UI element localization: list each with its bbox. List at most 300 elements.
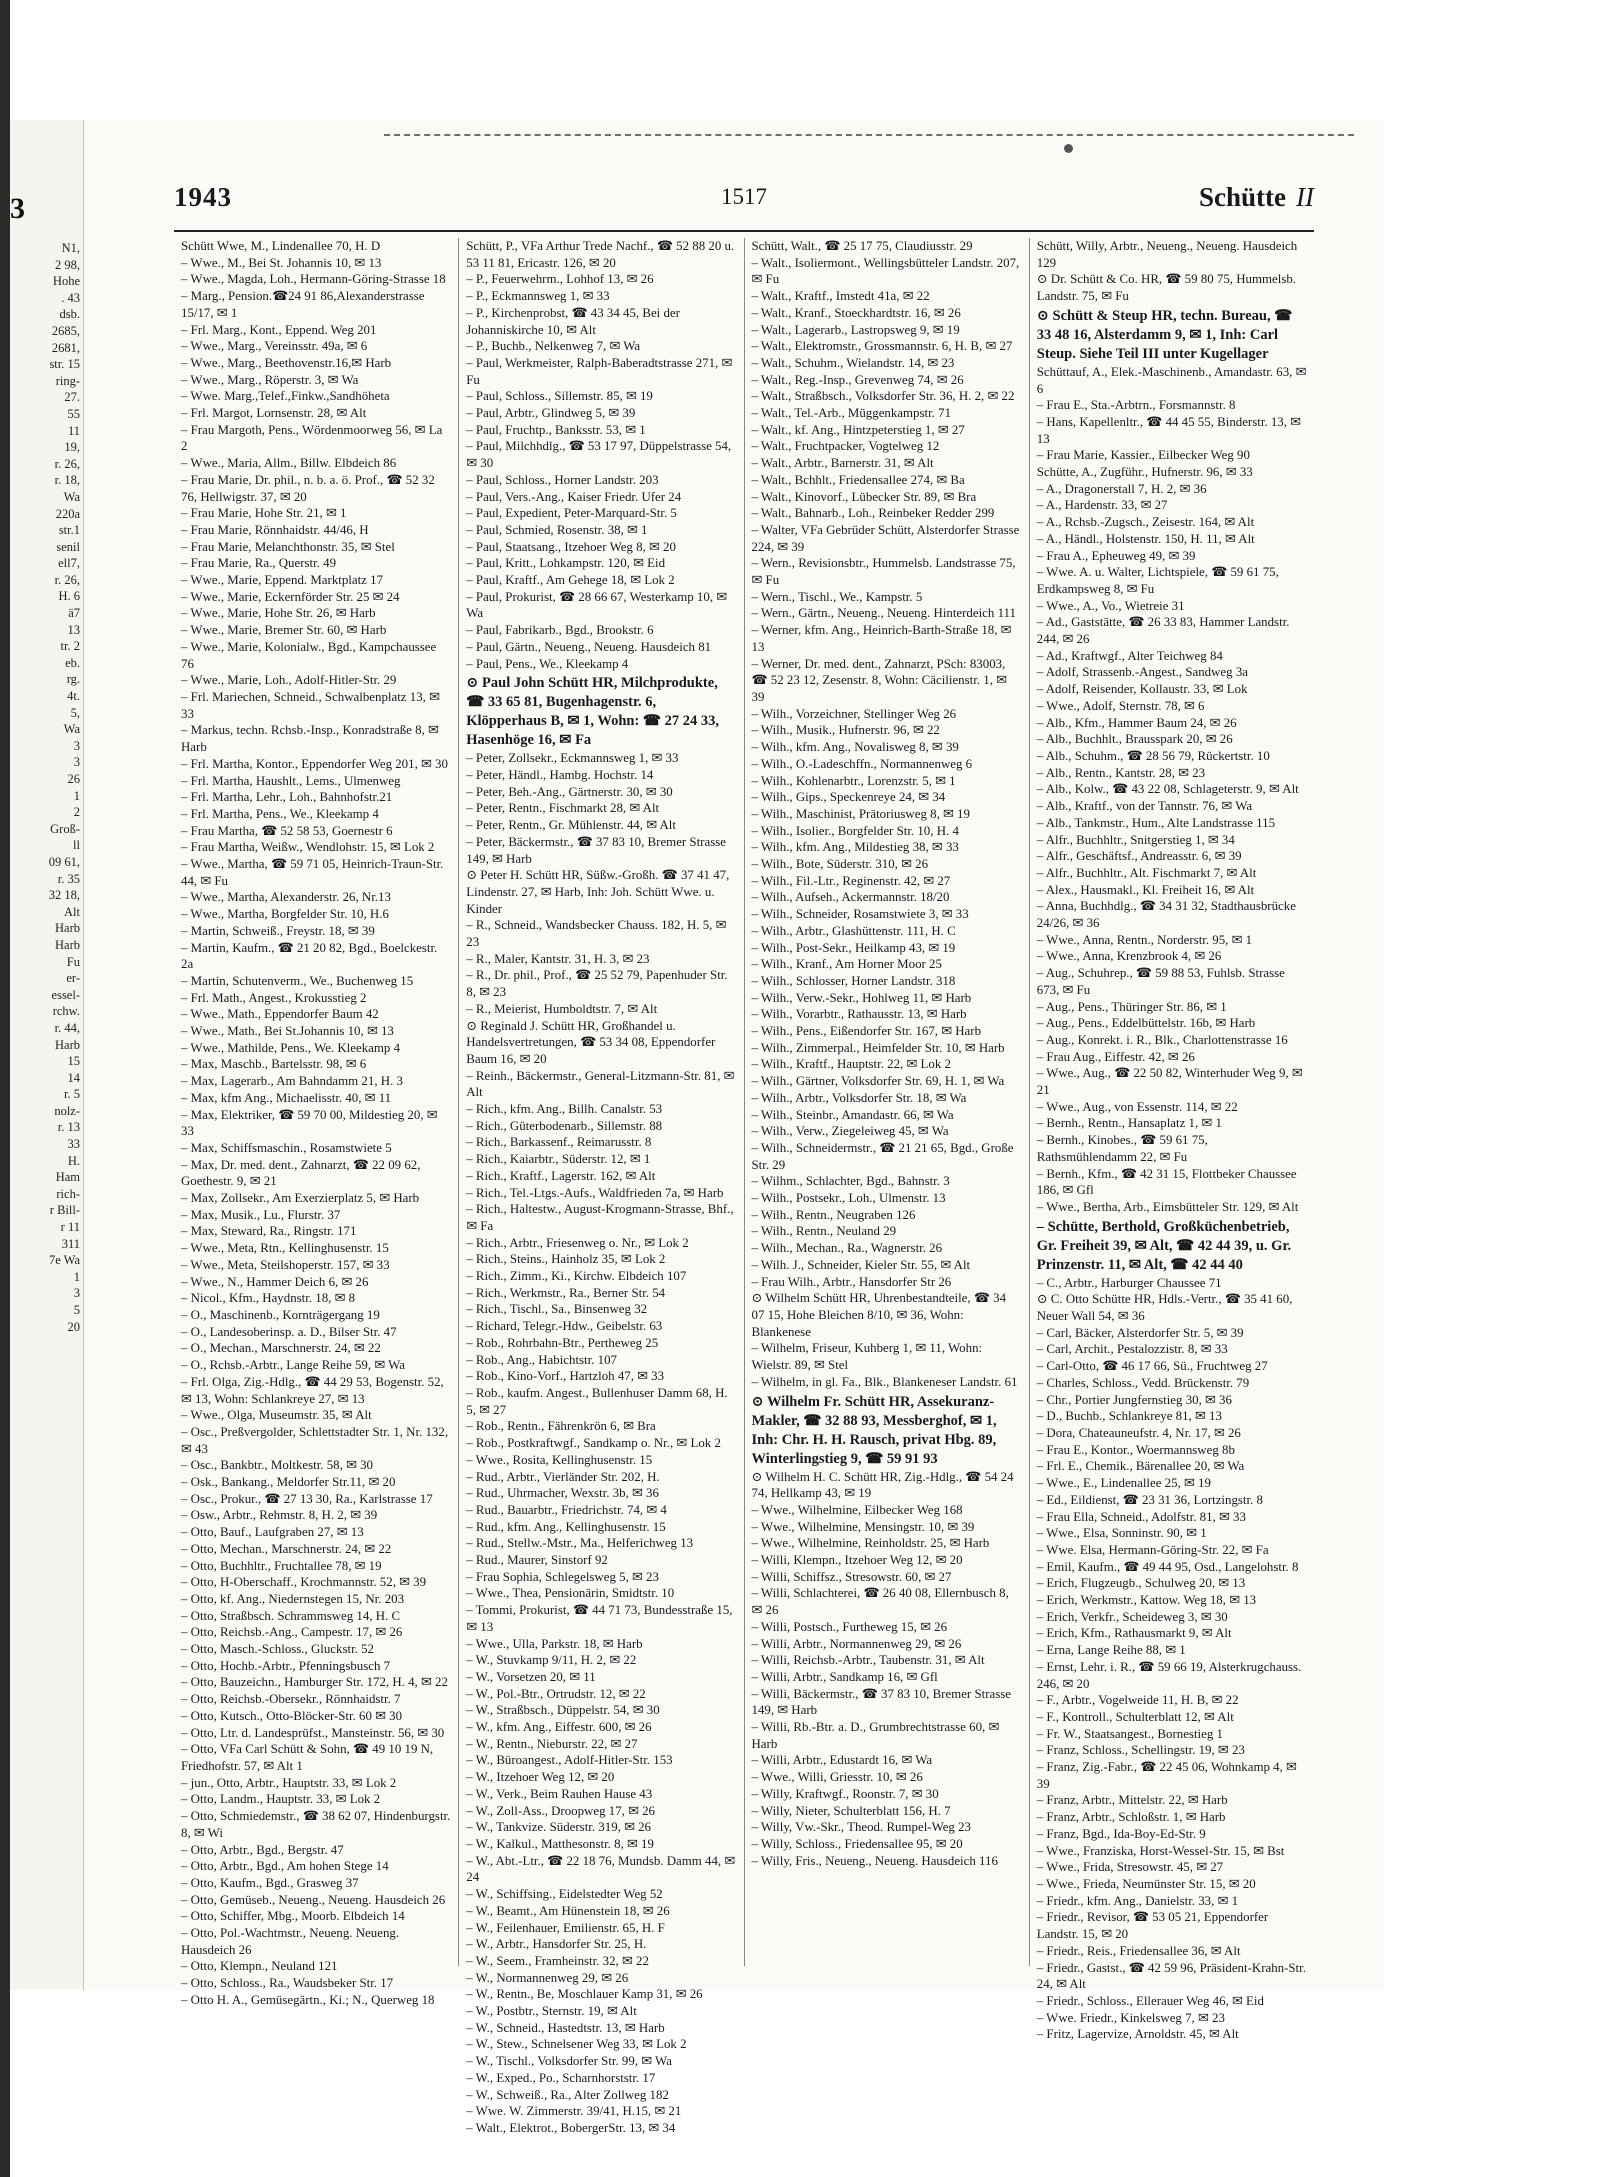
directory-entry: – Rich., kfm. Ang., Billh. Canalstr. 53	[466, 1102, 663, 1117]
directory-entry: – Bernh., Kfm., ☎ 42 31 15, Flottbeker Chaussee 186, ✉ Gfl	[1036, 1166, 1297, 1198]
directory-entry: – Frl. Martha, Lehr., Loh., Bahnhofstr.21	[181, 790, 393, 805]
facing-page-line: 19,	[64, 440, 80, 455]
directory-entry: – Osc., Prokur., ☎ 27 13 30, Ra., Karlstrasse 17	[181, 1491, 433, 1506]
directory-entry: – Franz, Arbtr., Mittelstr. 22, ✉ Harb	[1036, 1793, 1228, 1808]
facing-page-line: 2681,	[51, 340, 80, 355]
directory-entry: – Walt., Fruchtpacker, Vogtelweg 12	[751, 439, 940, 454]
directory-entry: – Frau Marie, Ra., Querstr. 49	[181, 556, 337, 571]
directory-entry: – W., Büroangest., Adolf-Hitler-Str. 153	[466, 1753, 673, 1768]
directory-entry: – Wwe., Marie, Eppend. Marktplatz 17	[181, 573, 384, 588]
directory-entry: – Frl. Martha, Pens., We., Kleekamp 4	[181, 806, 379, 821]
directory-entry: – Wwe., Frida, Stresowstr. 45, ✉ 27	[1036, 1860, 1224, 1875]
directory-entry: – Willi, Reichsb.-Arbtr., Taubenstr. 31, ✉ Alt	[751, 1653, 985, 1668]
directory-entry: – Charles, Schloss., Vedd. Brückenstr. 79	[1036, 1375, 1250, 1390]
directory-entry: ⊙ Peter H. Schütt HR, Süßw.-Großh. ☎ 37 41 47, Lindenstr. 27, ✉ Harb, Inh: Joh. Schütt Wwe. u. Kinder	[466, 868, 730, 916]
directory-entry: – D., Buchb., Schlankreye 81, ✉ 13	[1036, 1409, 1222, 1424]
facing-page-line: r. 26,	[54, 572, 80, 587]
directory-entry: – Rud., Arbtr., Vierländer Str. 202, H.	[466, 1469, 660, 1484]
directory-entry: – Osw., Arbtr., Rehmstr. 8, H. 2, ✉ 39	[181, 1508, 378, 1523]
directory-entry: – W., Seem., Framheinstr. 32, ✉ 22	[466, 1953, 649, 1968]
directory-entry: – Friedr., kfm. Ang., Danielstr. 33, ✉ 1	[1036, 1893, 1239, 1908]
directory-entry: – Wilh., Aufseh., Ackermannstr. 18/20	[751, 890, 950, 905]
directory-entry: – Rud., Bauarbtr., Friedrichstr. 74, ✉ 4	[466, 1502, 667, 1517]
directory-entry: – Wwe., Math., Eppendorfer Baum 42	[181, 1007, 379, 1022]
directory-entry: – Martin, Schutenverm., We., Buchenweg 15	[181, 973, 414, 988]
directory-entry: – Hans, Kapellenltr., ☎ 44 45 55, Binderstr. 13, ✉ 13	[1036, 414, 1301, 446]
facing-page-line: . 43	[61, 290, 80, 305]
directory-entry: – Ad., Kraftwgf., Alter Teichweg 84	[1036, 648, 1223, 663]
directory-entry: – O., Landesoberinsp. a. D., Bilser Str. 47	[181, 1324, 397, 1339]
directory-entry: – Alex., Hausmakl., Kl. Freiheit 16, ✉ Alt	[1036, 882, 1255, 897]
facing-page-line: 4t.	[67, 689, 80, 704]
directory-entry: – Max, Steward, Ra., Ringstr. 171	[181, 1224, 357, 1239]
directory-entry: – Markus, techn. Rchsb.-Insp., Konradstraße 8, ✉ Harb	[181, 723, 439, 755]
directory-entry: – W., Pol.-Btr., Ortrudstr. 12, ✉ 22	[466, 1686, 646, 1701]
facing-page-line: str.1	[58, 523, 80, 538]
directory-entry: – Friedr., Revisor, ☎ 53 05 21, Eppendorfer Landstr. 15, ✉ 20	[1036, 1910, 1269, 1942]
directory-entry: – Otto, Arbtr., Bgd., Am hohen Stege 14	[181, 1859, 389, 1874]
directory-entry: – Otto, Straßbsch. Schrammsweg 14, H. C	[181, 1608, 401, 1623]
directory-entry: – Rud., kfm. Ang., Kellinghusenstr. 15	[466, 1519, 666, 1534]
directory-entry: – Paul, Arbtr., Glindweg 5, ✉ 39	[466, 406, 636, 421]
directory-entry: – Otto, Buchhltr., Fruchtallee 78, ✉ 19	[181, 1558, 382, 1573]
facing-page-line: 13	[67, 622, 80, 637]
directory-entry: – Otto, Landm., Hauptstr. 33, ✉ Lok 2	[181, 1792, 381, 1807]
directory-entry: – P., Feuerwehrm., Lohhof 13, ✉ 26	[466, 272, 654, 287]
directory-entry: – Willi, Arbtr., Edustardt 16, ✉ Wa	[751, 1753, 933, 1768]
directory-entry: – Wwe., Ulla, Parkstr. 18, ✉ Harb	[466, 1636, 643, 1651]
directory-entry: – Paul, Schloss., Horner Landstr. 203	[466, 472, 659, 487]
directory-entry: – Paul, Kritt., Lohkampstr. 120, ✉ Eid	[466, 556, 666, 571]
facing-page-line: ll	[73, 838, 80, 853]
directory-entry: – W., Abt.-Ltr., ☎ 22 18 76, Mundsb. Damm 44, ✉ 24	[466, 1853, 736, 1885]
directory-entry: – Paul, Kraftf., Am Gehege 18, ✉ Lok 2	[466, 573, 675, 588]
facing-page-line: 09 61,	[48, 854, 80, 869]
facing-page-line: tr. 2	[60, 639, 80, 654]
directory-entry: – Alb., Buchhlt., Brausspark 20, ✉ 26	[1036, 732, 1233, 747]
directory-entry: – Peter, Rentn., Fischmarkt 28, ✉ Alt	[466, 801, 660, 816]
directory-entry: – Wwe., E., Lindenallee 25, ✉ 19	[1036, 1476, 1211, 1491]
directory-entry: – Frl. Marg., Kont., Eppend. Weg 201	[181, 322, 377, 337]
directory-entry: – Wilh., Arbtr., Glashüttenstr. 111, H. C	[751, 923, 956, 938]
directory-entry: – Paul, Pens., We., Kleekamp 4	[466, 656, 629, 671]
directory-entry: – Emil, Kaufm., ☎ 49 44 95, Osd., Langelohstr. 8	[1036, 1559, 1299, 1574]
directory-entry: – Rich., Barkassenf., Reimarusstr. 8	[466, 1135, 652, 1150]
directory-entry: – Friedr., Schloss., Ellerauer Weg 46, ✉ Eid	[1036, 1993, 1264, 2008]
directory-entry: – Rich., Zimm., Ki., Kirchw. Elbdeich 107	[466, 1269, 687, 1284]
directory-entry: – Otto, Kaufm., Bgd., Grasweg 37	[181, 1875, 359, 1890]
facing-page-line: 14	[67, 1070, 80, 1085]
directory-entry: – Peter, Beh.-Ang., Gärtnerstr. 30, ✉ 30	[466, 784, 673, 799]
directory-entry: Schütt, Walt., ☎ 25 17 75, Claudiusstr. 29	[751, 239, 973, 253]
directory-entry: – O., Rchsb.-Arbtr., Lange Reihe 59, ✉ Wa	[181, 1358, 405, 1373]
directory-entry: – Fritz, Lagervize, Arnoldstr. 45, ✉ Alt	[1036, 2027, 1239, 2042]
directory-entry: – Alb., Kraftf., von der Tannstr. 76, ✉ Wa	[1036, 799, 1253, 814]
directory-entry: – Rich., Kraftf., Lagerstr. 162, ✉ Alt	[466, 1168, 656, 1183]
directory-entry: – Willi, Rb.-Btr. a. D., Grumbrechtstrasse 60, ✉ Harb	[751, 1720, 1000, 1751]
directory-entry: – Wwe. A. u. Walter, Lichtspiele, ☎ 59 61 75, Erdkampsweg 8, ✉ Fu	[1036, 565, 1279, 596]
directory-entry: – Rob., kaufm. Angest., Bullenhuser Damm 68, H. 5, ✉ 27	[466, 1386, 728, 1417]
column-2	[458, 238, 743, 2135]
directory-entry: – Wwe., Anna, Krenzbrook 4, ✉ 26	[1036, 949, 1222, 964]
directory-entry: – Wwe., Marie, Bremer Str. 60, ✉ Harb	[181, 623, 387, 638]
directory-entry: – W., Tischl., Volksdorfer Str. 99, ✉ Wa	[466, 2054, 672, 2069]
directory-entry: – Otto, Bauf., Laufgraben 27, ✉ 13	[181, 1525, 364, 1540]
directory-entry: – Frau E., Kontor., Woermannsweg 8b	[1036, 1442, 1235, 1457]
header-title	[1199, 182, 1314, 213]
directory-entry: – Otto, Gemüseb., Neueng., Neueng. Hausdeich 26	[181, 1892, 446, 1907]
directory-entry: – Werner, kfm. Ang., Heinrich-Barth-Straße 18, ✉ 13	[751, 623, 1012, 654]
directory-entry: – R., Meierist, Humboldtstr. 7, ✉ Alt	[466, 1001, 658, 1016]
directory-entry: – Wilh., Postsekr., Loh., Ulmenstr. 13	[751, 1191, 946, 1206]
directory-entry: – Wwe., Marie, Hohe Str. 26, ✉ Harb	[181, 606, 376, 621]
directory-entry: – Otto, Ltr. d. Landesprüfst., Mansteinstr. 56, ✉ 30	[181, 1725, 445, 1740]
facing-page-line: essel-	[51, 987, 80, 1002]
directory-entry: – Rich., Tischl., Sa., Binsenweg 32	[466, 1302, 648, 1317]
directory-entry: – Wwe., Martha, ☎ 59 71 05, Heinrich-Traun-Str. 44, ✉ Fu	[181, 857, 444, 888]
directory-entry: – O., Maschinenb., Kornträgergang 19	[181, 1308, 380, 1322]
directory-entry: – Max, Maschb., Bartelsstr. 98, ✉ 6	[181, 1057, 367, 1072]
directory-entry: – Erich, Werkmstr., Kattow. Weg 18, ✉ 13	[1036, 1593, 1257, 1608]
directory-entry: – Fr. W., Staatsangest., Bornestieg 1	[1036, 1726, 1223, 1741]
facing-page-line: 55	[67, 406, 80, 421]
directory-entry: – Adolf, Reisender, Kollaustr. 33, ✉ Lok	[1036, 682, 1248, 697]
facing-page-line: 220a	[55, 506, 80, 521]
directory-entry: – W., Rentn., Be, Moschlauer Kamp 31, ✉ 26	[466, 1987, 703, 2002]
facing-page-line: nolz-	[54, 1103, 80, 1118]
directory-entry: – Otto H. A., Gemüsegärtn., Ki.; N., Querweg 18	[181, 1992, 435, 2007]
directory-entry: – Wwe., Rosita, Kellinghusenstr. 15	[466, 1452, 653, 1467]
directory-entry: – Reinh., Bäckermstr., General-Litzmann-Str. 81, ✉ Alt	[466, 1068, 735, 1100]
directory-entry: – Max, Dr. med. dent., Zahnarzt, ☎ 22 09 62, Goethestr. 9, ✉ 21	[181, 1157, 421, 1189]
facing-page-line: 2685,	[51, 323, 80, 338]
facing-page-line: 7e Wa	[48, 1253, 80, 1268]
directory-entry: ⊙ Dr. Schütt & Co. HR, ☎ 59 80 75, Hummelsb. Landstr. 75, ✉ Fu	[1036, 272, 1297, 304]
directory-entry: – Wwe., Aug., von Essenstr. 114, ✉ 22	[1036, 1099, 1238, 1114]
directory-entry: – Wwe., Franziska, Horst-Wessel-Str. 15, ✉ Bst	[1036, 1843, 1285, 1858]
facing-page-line: Fu	[66, 954, 80, 969]
header-roman-numeral: II	[1296, 182, 1314, 212]
directory-entry: – Otto, kf. Ang., Niedernstegen 15, Nr. 203	[181, 1591, 405, 1606]
directory-entry: – Otto, Masch.-Schloss., Gluckstr. 52	[181, 1642, 374, 1657]
directory-entry: – Osc., Bankbtr., Moltkestr. 58, ✉ 30	[181, 1458, 373, 1473]
directory-entry: – Walt., Elektromstr., Grossmannstr. 6, H. B, ✉ 27	[751, 339, 1013, 354]
directory-entry: – Carl-Otto, ☎ 46 17 66, Sü., Fruchtweg 27	[1036, 1359, 1268, 1374]
directory-entry: – Rud., Uhrmacher, Wexstr. 3b, ✉ 36	[466, 1486, 659, 1501]
directory-entry: – Otto, H-Oberschaff., Krochmannstr. 52, ✉ 39	[181, 1575, 427, 1590]
directory-entry: – Richard, Telegr.-Hdw., Geibelstr. 63	[466, 1319, 663, 1334]
directory-entry: – W., Feilenhauer, Emilienstr. 65, H. F	[466, 1920, 665, 1935]
directory-entry: – Frl. Mariechen, Schneid., Schwalbenplatz 13, ✉ 33	[181, 689, 440, 721]
facing-page-line: Harb	[55, 937, 80, 952]
directory-entry: – Wilh., kfm. Ang., Mildestieg 38, ✉ 33	[751, 840, 959, 855]
directory-entry: – Aug., Konrekt. i. R., Blk., Charlottenstrasse 16	[1036, 1032, 1288, 1047]
directory-entry: – Wwe., Marie, Loh., Adolf-Hitler-Str. 29	[181, 673, 397, 688]
directory-entry: – W., Stew., Schnelsener Weg 33, ✉ Lok 2	[466, 2037, 687, 2052]
directory-entry: – Willy, Vw.-Skr., Theod. Rumpel-Weg 23	[751, 1820, 971, 1835]
directory-entry: – Wwe., Math., Bei St.Johannis 10, ✉ 13	[181, 1024, 394, 1039]
directory-entry: – Alfr., Buchhltr., Alt. Fischmarkt 7, ✉ Alt	[1036, 865, 1257, 880]
directory-entry: – Max, Zollsekr., Am Exerzierplatz 5, ✉ Harb	[181, 1191, 420, 1206]
directory-entry: – Wilh., Pens., Eißendorfer Str. 167, ✉ Harb	[751, 1024, 982, 1039]
directory-entry: – Frau E., Sta.-Arbtrn., Forsmannstr. 8	[1036, 398, 1236, 413]
facing-page-line: rchw.	[52, 1004, 80, 1019]
directory-entry: – Bernh., Kinobes., ☎ 59 61 75, Rathsmühlendamm 22, ✉ Fu	[1036, 1133, 1208, 1164]
facing-page-line: 20	[67, 1319, 80, 1334]
directory-entry: – Rich., Kaiarbtr., Süderstr. 12, ✉ 1	[466, 1152, 651, 1167]
top-dashed-rule	[384, 134, 1354, 136]
directory-entry: – Peter, Händl., Hambg. Hochstr. 14	[466, 767, 654, 782]
directory-entry: – Willy, Fris., Neueng., Neueng. Hausdeich 116	[751, 1853, 998, 1868]
directory-entry: ⊙ C. Otto Schütte HR, Hdls.-Vertr., ☎ 35 41 60, Neuer Wall 54, ✉ 36	[1036, 1292, 1293, 1324]
directory-entry: – Rich., Steins., Hainholz 35, ✉ Lok 2	[466, 1252, 666, 1267]
directory-entry: – Wwe., Aug., ☎ 22 50 82, Winterhuder Weg 9, ✉ 21	[1036, 1066, 1303, 1098]
directory-entry: – Otto, Kutsch., Otto-Blöcker-Str. 60 ✉ 30	[181, 1708, 403, 1723]
facing-page-line: r. 13	[57, 1120, 80, 1135]
directory-entry: – Wwe., M., Bei St. Johannis 10, ✉ 13	[181, 255, 382, 270]
directory-entry: – Alfr., Geschäftsf., Andreasstr. 6, ✉ 39	[1036, 849, 1242, 864]
directory-columns	[174, 238, 1314, 2135]
header-rule	[174, 230, 1314, 232]
column-1	[174, 238, 458, 2007]
directory-entry: – Adolf, Strassenb.-Angest., Sandweg 3a	[1036, 665, 1248, 680]
directory-entry: – Friedr., Gastst., ☎ 42 59 96, Präsident-Krahn-Str. 24, ✉ Alt	[1036, 1960, 1306, 1992]
directory-entry: – Max, Schiffsmaschin., Rosamstwiete 5	[181, 1140, 392, 1155]
directory-entry: – Wern., Revisionsbtr., Hummelsb. Landstrasse 75, ✉ Fu	[751, 556, 1016, 588]
directory-entry: – Wwe., N., Hammer Deich 6, ✉ 26	[181, 1274, 369, 1289]
directory-entry: – W., Normannenweg 29, ✉ 26	[466, 1970, 629, 1985]
directory-entry: – Walt., kf. Ang., Hintzpeterstieg 1, ✉ 27	[751, 422, 965, 437]
directory-entry: – Frau Margoth, Pens., Wördenmoorweg 56, ✉ La 2	[181, 422, 443, 454]
directory-entry: – Paul, Gärtn., Neueng., Neueng. Hausdeich 81	[466, 639, 712, 654]
directory-entry: ⊙ Wilhelm Schütt HR, Uhrenbestandteile, ☎ 34 07 15, Hohe Bleichen 8/10, ✉ 36, Wohn: Blankenese	[751, 1291, 1007, 1339]
directory-entry: – Wwe., Bertha, Arb., Eimsbütteler Str. 129, ✉ Alt	[1036, 1199, 1299, 1214]
directory-entry: – Wwe., Martha, Borgfelder Str. 10, H.6	[181, 907, 389, 922]
directory-entry: – Otto, Klempn., Neuland 121	[181, 1959, 338, 1974]
facing-page-line: dsb.	[59, 307, 80, 322]
facing-page-line: 311	[61, 1236, 80, 1251]
directory-entry: – Max, Lagerarb., Am Bahndamm 21, H. 3	[181, 1074, 403, 1089]
directory-entry: – Walt., Kranf., Stoeckhardtstr. 16, ✉ 26	[751, 305, 961, 320]
directory-entry: – Carl, Bäcker, Alsterdorfer Str. 5, ✉ 39	[1036, 1325, 1244, 1340]
directory-entry: – F., Kontroll., Schulterblatt 12, ✉ Alt	[1036, 1709, 1234, 1724]
directory-entry: – Osk., Bankang., Meldorfer Str.11, ✉ 20	[181, 1475, 396, 1490]
facing-page-line: eb.	[65, 655, 80, 670]
directory-entry: – A., Händl., Holstenstr. 150, H. 11, ✉ Alt	[1036, 531, 1255, 546]
directory-entry: – Frau Sophia, Schlegelsweg 5, ✉ 23	[466, 1569, 659, 1584]
facing-page-line: 26	[67, 772, 80, 786]
facing-page-line: r. 26,	[54, 456, 80, 471]
directory-entry: – Carl, Archit., Pestalozzistr. 8, ✉ 33	[1036, 1342, 1228, 1357]
directory-entry: – Wilh. J., Schneider, Kieler Str. 55, ✉ Alt	[751, 1257, 971, 1272]
directory-entry: – W., Beamt., Am Hünenstein 18, ✉ 26	[466, 1903, 670, 1918]
facing-page-line: Harb	[55, 921, 80, 936]
facing-page-line: r Bill-	[49, 1203, 80, 1218]
directory-entry: – Wilh., Post-Sekr., Heilkamp 43, ✉ 19	[751, 940, 956, 955]
directory-entry: – Frl. Martha, Haushlt., Lems., Ulmenweg	[181, 773, 401, 788]
directory-entry: – Walt., Tel.-Arb., Müggenkampstr. 71	[751, 406, 952, 421]
directory-entry: – Wwe., Olga, Museumstr. 35, ✉ Alt	[181, 1408, 372, 1423]
facing-page-line: 1	[73, 788, 80, 803]
facing-page-line: senil	[56, 539, 80, 554]
directory-entry: – Wwe., Thea, Pensionärin, Smidtstr. 10	[466, 1586, 675, 1601]
directory-entry: – W., Kalkul., Matthesonstr. 8, ✉ 19	[466, 1836, 654, 1851]
directory-entry: – Werner, Dr. med. dent., Zahnarzt, PSch: 83003, ☎ 52 23 12, Zesenstr. 8, Wohn: Cäcilienstr. 1, ✉ 39	[751, 656, 1007, 704]
directory-entry: – W., Rentn., Nieburstr. 22, ✉ 27	[466, 1736, 638, 1751]
facing-page-line: 2 98,	[55, 257, 80, 272]
directory-entry: – Bernh., Rentn., Hansaplatz 1, ✉ 1	[1036, 1116, 1222, 1131]
directory-entry: – Frl. Margot, Lornsenstr. 28, ✉ Alt	[181, 406, 367, 421]
directory-entry: – P., Kirchenprobst, ☎ 43 34 45, Bei der Johanniskirche 10, ✉ Alt	[466, 305, 680, 337]
directory-entry: – Frl. Olga, Zig.-Hdlg., ☎ 44 29 53, Bogenstr. 52, ✉ 13, Wohn: Schlankreye 27, ✉ 13	[181, 1374, 444, 1406]
directory-entry: – Walt., Isoliermont., Wellingsbütteler Landstr. 207, ✉ Fu	[751, 255, 1020, 287]
directory-entry: – Otto, Reichsb.-Ang., Campestr. 17, ✉ 26	[181, 1625, 403, 1640]
directory-entry: – Otto, Bauzeichn., Hamburger Str. 172, H. 4, ✉ 22	[181, 1675, 448, 1690]
facing-page-line: 3	[73, 755, 80, 770]
directory-entry: – Rob., Rohrbahn-Btr., Pertheweg 25	[466, 1335, 659, 1350]
directory-entry: – Wwe. Elsa, Hermann-Göring-Str. 22, ✉ Fa	[1036, 1542, 1269, 1557]
directory-entry: – Wwe., Marg., Röperstr. 3, ✉ Wa	[181, 372, 359, 387]
directory-entry: – Walt., Elektrot., BobergerStr. 13, ✉ 34	[466, 2120, 676, 2135]
directory-entry: – Alb., Tankmstr., Hum., Alte Landstrasse 115	[1036, 815, 1276, 830]
facing-page-line: 5,	[70, 705, 80, 720]
directory-entry: – Franz, Zig.-Fabr., ☎ 22 45 06, Wohnkamp 4, ✉ 39	[1036, 1760, 1297, 1791]
directory-entry: – Wwe., Wilhelmine, Reinholdstr. 25, ✉ Harb	[751, 1536, 990, 1551]
scan-edge	[0, 0, 10, 2177]
facing-page-line: 11	[67, 423, 80, 438]
facing-page-line: Wa	[63, 722, 80, 737]
directory-entry: – Wilh., Verw., Ziegeleiweg 45, ✉ Wa	[751, 1124, 949, 1139]
directory-entry: – Wwe. W. Zimmerstr. 39/41, H.15, ✉ 21	[466, 2104, 682, 2119]
directory-entry: – Frau Marie, Rönnhaidstr. 44/46, H	[181, 522, 369, 537]
directory-entry: – Frau Wilh., Arbtr., Hansdorfer Str 26	[751, 1274, 952, 1289]
facing-page-line: Groß-	[50, 821, 80, 836]
directory-entry: – Wilh., kfm. Ang., Novalisweg 8, ✉ 39	[751, 740, 959, 755]
directory-entry: – Wilh., Mechan., Ra., Wagnerstr. 26	[751, 1241, 943, 1256]
facing-page-line: str. 15	[49, 357, 80, 372]
directory-entry: – Paul, Schloss., Sillemstr. 85, ✉ 19	[466, 389, 653, 404]
facing-page-line: ä7	[68, 606, 80, 621]
facing-page-line: Hohe	[52, 274, 80, 289]
directory-entry: – Walt., Bahnarb., Loh., Reinbeker Redder 299	[751, 506, 995, 521]
directory-entry: – O., Mechan., Marschnerstr. 24, ✉ 22	[181, 1341, 381, 1356]
directory-entry: – Wwe., Wilhelmine, Mensingstr. 10, ✉ 39	[751, 1519, 975, 1534]
directory-entry: – Frau Marie, Dr. phil., n. b. a. ö. Prof., ☎ 52 32 76, Hellwigstr. 37, ✉ 20	[181, 472, 435, 504]
directory-entry: – Willy, Nieter, Schulterblatt 156, H. 7	[751, 1803, 951, 1818]
directory-entry: Schütte, A., Zugführ., Hufnerstr. 96, ✉ 33	[1036, 465, 1253, 480]
directory-entry: – Alb., Kolw., ☎ 43 22 08, Schlageterstr. 9, ✉ Alt	[1036, 782, 1299, 797]
directory-entry: – Wilh., Musik., Hufnerstr. 96, ✉ 22	[751, 723, 940, 738]
facing-page-line: 5	[73, 1303, 80, 1317]
directory-entry: – Peter, Bäckermstr., ☎ 37 83 10, Bremer Strasse 149, ✉ Harb	[466, 834, 726, 866]
facing-page-line: er-	[66, 971, 80, 986]
directory-entry: – W., kfm. Ang., Eiffestr. 600, ✉ 26	[466, 1720, 652, 1735]
facing-page-line: Wa	[63, 489, 80, 504]
directory-entry: – Martin, Schweiß., Freystr. 18, ✉ 39	[181, 923, 375, 938]
ink-dot	[1064, 144, 1073, 153]
directory-entry: – Wilh., Isolier., Borgfelder Str. 10, H. 4	[751, 823, 959, 838]
directory-entry: – Rob., Ang., Habichtstr. 107	[466, 1352, 617, 1367]
directory-entry: – Wwe. Friedr., Kinkelsweg 7, ✉ 23	[1036, 2010, 1225, 2025]
directory-entry: – Wilh., Verw.-Sekr., Hohlweg 11, ✉ Harb	[751, 990, 972, 1005]
directory-entry: – Walt., Straßbsch., Volksdorfer Str. 36, H. 2, ✉ 22	[751, 389, 1015, 404]
directory-entry: – Wilh., Fil.-Ltr., Reginenstr. 42, ✉ 27	[751, 873, 951, 888]
directory-entry: – W., Straßbsch., Düppelstr. 54, ✉ 30	[466, 1703, 660, 1718]
directory-entry: – R., Dr. phil., Prof., ☎ 25 52 79, Papenhuder Str. 8, ✉ 23	[466, 968, 728, 1000]
directory-entry: – Osc., Preßvergolder, Schlettstadter Str. 1, Nr. 132, ✉ 43	[181, 1424, 449, 1456]
directory-entry: – Peter, Zollsekr., Eckmannsweg 1, ✉ 33	[466, 751, 679, 766]
directory-entry: – Wwe., Anna, Rentn., Norderstr. 95, ✉ 1	[1036, 932, 1253, 947]
directory-entry: – Wilh., Rentn., Neuland 29	[751, 1224, 897, 1239]
directory-entry: – Wwe., Martha, Alexanderstr. 26, Nr.13	[181, 890, 391, 905]
directory-entry: – Rob., Rentn., Fährenkrön 6, ✉ Bra	[466, 1419, 656, 1434]
directory-entry: – W., Tankvize. Süderstr. 319, ✉ 26	[466, 1820, 651, 1835]
directory-entry: – Paul, Vers.-Ang., Kaiser Friedr. Ufer 24	[466, 489, 682, 504]
directory-entry: – Aug., Pens., Thüringer Str. 86, ✉ 1	[1036, 999, 1227, 1014]
directory-entry: – Otto, Hochb.-Arbtr., Pfenningsbusch 7	[181, 1658, 391, 1673]
directory-entry: – Wilh., Schneidermstr., ☎ 21 21 65, Bgd., Große Str. 29	[751, 1140, 1014, 1172]
directory-entry: – Wilhelm, Friseur, Kuhberg 1, ✉ 11, Wohn: Wielstr. 89, ✉ Stel	[751, 1341, 983, 1373]
directory-entry: – Wilh., Steinbr., Amandastr. 66, ✉ Wa	[751, 1107, 954, 1122]
directory-entry: – Erich, Flugzeugb., Schulweg 20, ✉ 13	[1036, 1576, 1246, 1591]
directory-entry: – Frau A., Epheuweg 49, ✉ 39	[1036, 548, 1196, 563]
directory-entry: – A., Hardenstr. 33, ✉ 27	[1036, 498, 1168, 513]
directory-entry: – Walter, VFa Gebrüder Schütt, Alsterdorfer Strasse 224, ✉ 39	[751, 522, 1020, 554]
directory-entry: – Frau Aug., Eiffestr. 42, ✉ 26	[1036, 1049, 1195, 1064]
directory-entry: – Otto, Mechan., Marschnerstr. 24, ✉ 22	[181, 1541, 392, 1556]
directory-entry: – Nicol., Kfm., Haydnstr. 18, ✉ 8	[181, 1291, 356, 1306]
directory-entry: – Ad., Gaststätte, ☎ 26 33 83, Hammer Landstr. 244, ✉ 26	[1036, 615, 1290, 647]
directory-entry: – P., Buchb., Nelkenweg 7, ✉ Wa	[466, 339, 641, 354]
directory-entry: – Wwe., Maria, Allm., Billw. Elbdeich 86	[181, 456, 397, 471]
directory-entry: – Wwe., Wilhelmine, Eilbecker Weg 168	[751, 1502, 963, 1517]
page-header	[174, 182, 1314, 228]
directory-entry: – Walt., Kraftf., Imstedt 41a, ✉ 22	[751, 289, 930, 304]
directory-entry: – Wern., Gärtn., Neueng., Neueng. Hinterdeich 111	[751, 606, 1016, 621]
facing-page-lines	[10, 240, 84, 1335]
directory-entry: – Wilh., Gärtner, Volksdorfer Str. 69, H. 1, ✉ Wa	[751, 1074, 1005, 1089]
directory-entry: – Erna, Lange Reihe 88, ✉ 1	[1036, 1643, 1186, 1658]
directory-entry: – Rud., Maurer, Sinstorf 92	[466, 1553, 608, 1568]
directory-entry: – Wwe., Marg., Beethovenstr.16,✉ Harb	[181, 355, 392, 370]
directory-entry: – Willy, Schloss., Friedensallee 95, ✉ 20	[751, 1836, 963, 1851]
directory-entry: – Wilh., Schlosser, Horner Landstr. 318	[751, 973, 956, 988]
directory-entry: – Marg., Pension.☎24 91 86,Alexanderstrasse 15/17, ✉ 1	[181, 289, 425, 320]
directory-entry: – F., Arbtr., Vogelweide 11, H. B, ✉ 22	[1036, 1693, 1239, 1708]
directory-entry: – Willi, Arbtr., Normannenweg 29, ✉ 26	[751, 1636, 962, 1651]
facing-page-line: Alt	[64, 904, 80, 919]
directory-entry: – Paul, Milchhdlg., ☎ 53 17 97, Düppelstrasse 54, ✉ 30	[466, 439, 732, 471]
directory-entry: – Wwe. Marg.,Telef.,Finkw.,Sandhöheta	[181, 389, 390, 404]
facing-page-line: 3	[73, 1286, 80, 1301]
directory-entry: – A., Rchsb.-Zugsch., Zeisestr. 164, ✉ Alt	[1036, 515, 1255, 530]
directory-entry: – Walt., Schuhm., Wielandstr. 14, ✉ 23	[751, 355, 955, 370]
directory-entry: – Rud., Stellw.-Mstr., Ma., Helferichweg 13	[466, 1536, 694, 1551]
directory-entry: – C., Arbtr., Harburger Chaussee 71	[1036, 1275, 1222, 1290]
directory-entry: – Otto, VFa Carl Schütt & Sohn, ☎ 49 10 19 N, Friedhofstr. 57, ✉ Alt 1	[181, 1742, 434, 1773]
column-4	[1029, 238, 1314, 2042]
directory-entry: – Frau Marie, Hohe Str. 21, ✉ 1	[181, 506, 347, 521]
directory-entry: – Max, kfm Ang., Michaelisstr. 40, ✉ 11	[181, 1090, 392, 1105]
directory-entry: – Frl. Martha, Kontor., Eppendorfer Weg 201, ✉ 30	[181, 756, 448, 771]
directory-entry: – Willi, Postsch., Furtheweg 15, ✉ 26	[751, 1619, 948, 1634]
directory-entry: – Wwe., Mathilde, Pens., We. Kleekamp 4	[181, 1040, 401, 1055]
directory-entry: – Frau Martha, ☎ 52 58 53, Goernestr 6	[181, 823, 393, 838]
directory-entry: – Willy, Kraftwgf., Roonstr. 7, ✉ 30	[751, 1786, 939, 1801]
directory-entry: – Ernst, Lehr. i. R., ☎ 59 66 19, Alsterkrugchauss. 246, ✉ 20	[1036, 1659, 1302, 1691]
directory-entry: – Willi, Bäckermstr., ☎ 37 83 10, Bremer Strasse 149, ✉ Harb	[751, 1686, 1011, 1718]
facing-page-line: N1,	[61, 241, 80, 255]
